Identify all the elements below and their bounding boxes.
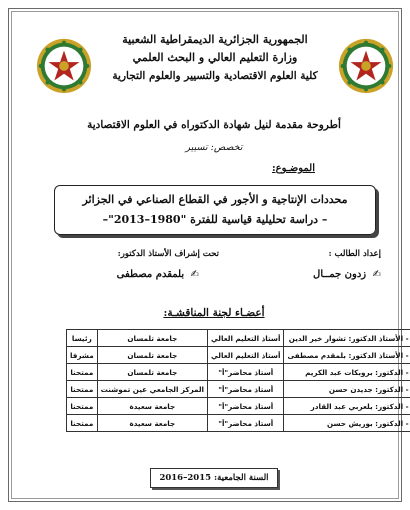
member-institution: جامعة تلمسان	[97, 330, 207, 347]
member-name: - الدكتور: جديدن حسن	[284, 381, 410, 398]
member-name: - الدكتور: بلعربي عبد القادر	[284, 398, 410, 415]
supervisor-name-row	[49, 269, 199, 280]
republic-name: الجمهورية الجزائرية الديمقراطية الشعبية	[122, 33, 308, 46]
student-label: إعداد الطالب :	[328, 249, 381, 259]
member-rank: أستاذ محاضر"أ"	[208, 364, 284, 381]
thesis-title-line2: – دراسة تحليلية قياسية للفترة "1980–2013"–	[102, 213, 328, 226]
member-institution: جامعة تلمسان	[97, 364, 207, 381]
table-row	[67, 347, 410, 364]
student-name-row	[259, 269, 381, 280]
member-institution: جامعة سعيدة	[97, 415, 207, 432]
member-rank: أستاذ محاضر"أ"	[208, 415, 284, 432]
thesis-title-line1: محددات الإنتاجية و الأجور في القطاع الصناعي في الجزائر	[82, 193, 348, 206]
thesis-statement: أطروحة مقدمة لنيل شهادة الدكتوراه في العلوم الاقتصادية	[87, 119, 341, 131]
thesis-title-box	[54, 185, 376, 235]
member-role: رئيسا	[67, 330, 98, 347]
member-rank: أستاذ محاضر"أ"	[208, 398, 284, 415]
member-role: مشرفا	[67, 347, 98, 364]
student-name: زدون جمــال	[313, 269, 367, 280]
table-row	[67, 398, 410, 415]
member-name: - الدكتور: بوريش حسن	[284, 415, 410, 432]
member-rank: أستاذ التعليم العالي	[208, 347, 284, 364]
member-institution: المركز الجامعي عين تموشنت	[97, 381, 207, 398]
faculty-name: كلية العلوم الاقتصادية والتسيير والعلوم التجارية	[112, 70, 318, 82]
subject-label: الموضـوع:	[271, 163, 315, 174]
committee-title: أعضـاء لجنة المناقشـة:	[163, 307, 265, 319]
member-institution: جامعة سعيدة	[97, 398, 207, 415]
member-name: - الأستاذ الدكتور: بلمقدم مصطفى	[284, 347, 410, 364]
document-page	[8, 8, 409, 502]
member-rank: أستاذ محاضر"أ"	[208, 381, 284, 398]
university-seal-icon	[35, 37, 93, 95]
table-row	[67, 330, 410, 347]
member-role: ممتحنا	[67, 381, 98, 398]
pen-icon: ✍	[190, 269, 199, 280]
academic-year: السنة الجامعية: 2015–2016	[150, 468, 278, 488]
member-role: ممتحنا	[67, 398, 98, 415]
table-row	[67, 415, 410, 432]
member-institution: جامعة تلمسان	[97, 347, 207, 364]
member-name: - الدكتور: بروبكات عبد الكريم	[284, 364, 410, 381]
member-role: ممتحنا	[67, 415, 98, 432]
supervisor-name: بلمقدم مصطفى	[116, 269, 185, 280]
table-row	[67, 381, 410, 398]
specialization: تخصص: تسيير	[185, 142, 243, 153]
member-rank: أستاذ التعليم العالي	[208, 330, 284, 347]
university-seal-icon	[337, 37, 395, 95]
table-row	[67, 364, 410, 381]
pen-icon: ✍	[372, 269, 381, 280]
supervisor-label: تحت إشراف الأستاذ الدكتور:	[117, 249, 219, 259]
committee-table	[66, 329, 410, 432]
member-name: - الأستاذ الدكتور: تشوار خير الدين	[284, 330, 410, 347]
member-role: ممتحنا	[67, 364, 98, 381]
ministry-name: وزارة التعليم العالي و البحث العلمي	[132, 51, 298, 64]
institution-header	[99, 31, 331, 85]
